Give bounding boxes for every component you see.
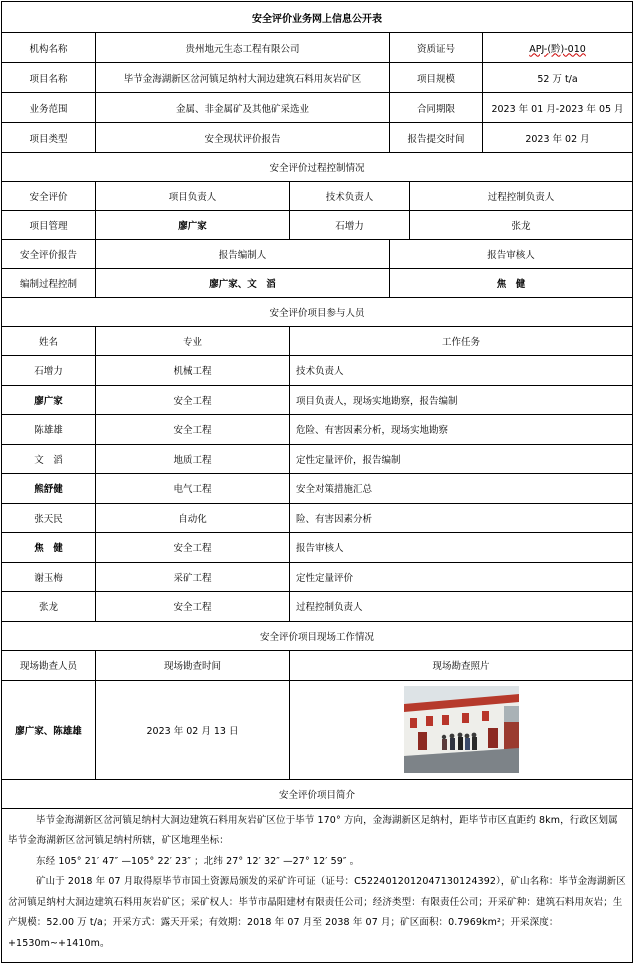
type-label: 项目类型 (2, 123, 96, 153)
site-header-photo: 现场勘查照片 (290, 650, 633, 680)
tech-value: 石增力 (290, 211, 410, 240)
member-major: 机械工程 (96, 356, 290, 386)
brief-paragraph-coordinates: 东经 105° 21′ 47″ —105° 22′ 23″ ；北纬 27° 12′ 32″ —27° 12′ 59″ 。 (36, 855, 360, 867)
table-row (2, 385, 633, 415)
cert-value-text: APJ-(黔)-010 (529, 43, 586, 55)
member-name: 谢玉梅 (2, 562, 96, 592)
members-header-task: 工作任务 (290, 327, 633, 356)
member-major: 安全工程 (96, 385, 290, 415)
member-name: 文 滔 (2, 444, 96, 474)
table-row (2, 503, 633, 533)
brief-paragraph-license: 矿山于 2018 年 07 月取得原毕节市国土资源局颁发的采矿许可证（证号：C5224012012047130124392），矿山名称：毕节金海湖新区岔河镇足纳村大洞边建筑石料用灰岩矿区；采矿权人：毕节市晶阳建材有限责任公司；经济类型：有限责任公司；开采矿种：建筑石料用灰岩；生产规模：52.00 万 t/a；开采方式：露天开采；有效期：2018 年 07 月至 2038 年 07 月；矿区面积：0.7969km²；开采深度：+1530m~+1410m。 (8, 876, 626, 949)
control-value: 张龙 (410, 211, 633, 240)
project-label: 项目名称 (2, 63, 96, 93)
control-label: 过程控制负责人 (410, 182, 633, 211)
member-name: 陈雄雄 (2, 415, 96, 445)
member-task: 安全对策措施汇总 (290, 474, 633, 504)
brief-body (2, 808, 633, 962)
contract-label: 合同期限 (390, 93, 483, 123)
member-name: 熊舒健 (2, 474, 96, 504)
brief-heading: 安全评价项目简介 (2, 779, 633, 808)
table-row (2, 356, 633, 386)
table-title: 安全评价业务网上信息公开表 (2, 2, 633, 33)
member-task: 定性定量评价 (290, 562, 633, 592)
site-header-people: 现场勘查人员 (2, 650, 96, 680)
site-header-time: 现场勘查时间 (96, 650, 290, 680)
scale-label: 项目规模 (390, 63, 483, 93)
process-row4-label: 编制过程控制 (2, 269, 96, 298)
member-task: 报告审核人 (290, 533, 633, 563)
scope-value: 金属、非金属矿及其他矿采选业 (96, 93, 390, 123)
reviewer-value: 焦 健 (390, 269, 633, 298)
member-major: 安全工程 (96, 415, 290, 445)
member-major: 采矿工程 (96, 562, 290, 592)
brief-paragraph-location: 毕节金海湖新区岔河镇足纳村大洞边建筑石料用灰岩矿区位于毕节 170° 方向，金海湖新区足纳村，距毕节市区直距约 8km，行政区划属毕节金海湖新区岔河镇足纳村所辖，矿区地理坐标： (8, 814, 618, 846)
member-task: 项目负责人，现场实地勘察，报告编制 (290, 385, 633, 415)
member-major: 安全工程 (96, 533, 290, 563)
members-header-name: 姓名 (2, 327, 96, 356)
table-row (2, 474, 633, 504)
org-label: 机构名称 (2, 33, 96, 63)
site-heading: 安全评价项目现场工作情况 (2, 621, 633, 650)
member-name: 石增力 (2, 356, 96, 386)
cert-label: 资质证号 (390, 33, 483, 63)
member-task: 技术负责人 (290, 356, 633, 386)
member-major: 安全工程 (96, 592, 290, 622)
site-photo (404, 686, 519, 773)
member-major: 地质工程 (96, 444, 290, 474)
disclosure-table (1, 1, 633, 963)
member-task: 过程控制负责人 (290, 592, 633, 622)
process-heading: 安全评价过程控制情况 (2, 153, 633, 182)
leader-value: 廖广家 (96, 211, 290, 240)
member-name: 廖广家 (2, 385, 96, 415)
member-task: 定性定量评价，报告编制 (290, 444, 633, 474)
member-task: 险、有害因素分析 (290, 503, 633, 533)
site-photo-cell (290, 680, 633, 779)
leader-label: 项目负责人 (96, 182, 290, 211)
submit-value: 2023 年 02 月 (483, 123, 633, 153)
member-task: 危险、有害因素分析，现场实地勘察 (290, 415, 633, 445)
table-row (2, 592, 633, 622)
table-row (2, 444, 633, 474)
org-value: 贵州地元生态工程有限公司 (96, 33, 390, 63)
process-row3-label: 安全评价报告 (2, 240, 96, 269)
scope-label: 业务范围 (2, 93, 96, 123)
project-value: 毕节金海湖新区岔河镇足纳村大洞边建筑石料用灰岩矿区 (96, 63, 390, 93)
members-heading: 安全评价项目参与人员 (2, 298, 633, 327)
reviewer-label: 报告审核人 (390, 240, 633, 269)
writer-value: 廖广家、文 滔 (96, 269, 390, 298)
tech-label: 技术负责人 (290, 182, 410, 211)
writer-label: 报告编制人 (96, 240, 390, 269)
contract-value: 2023 年 01 月-2023 年 05 月 (483, 93, 633, 123)
type-value: 安全现状评价报告 (96, 123, 390, 153)
member-name: 张龙 (2, 592, 96, 622)
cert-value (483, 33, 633, 63)
member-name: 焦 健 (2, 533, 96, 563)
table-row (2, 562, 633, 592)
members-header-major: 专业 (96, 327, 290, 356)
process-row2-label: 项目管理 (2, 211, 96, 240)
member-name: 张天民 (2, 503, 96, 533)
table-row (2, 415, 633, 445)
member-major: 自动化 (96, 503, 290, 533)
process-row1-label: 安全评价 (2, 182, 96, 211)
site-people: 廖广家、陈雄雄 (2, 680, 96, 779)
submit-label: 报告提交时间 (390, 123, 483, 153)
site-date: 2023 年 02 月 13 日 (96, 680, 290, 779)
table-row (2, 533, 633, 563)
scale-value: 52 万 t/a (483, 63, 633, 93)
member-major: 电气工程 (96, 474, 290, 504)
